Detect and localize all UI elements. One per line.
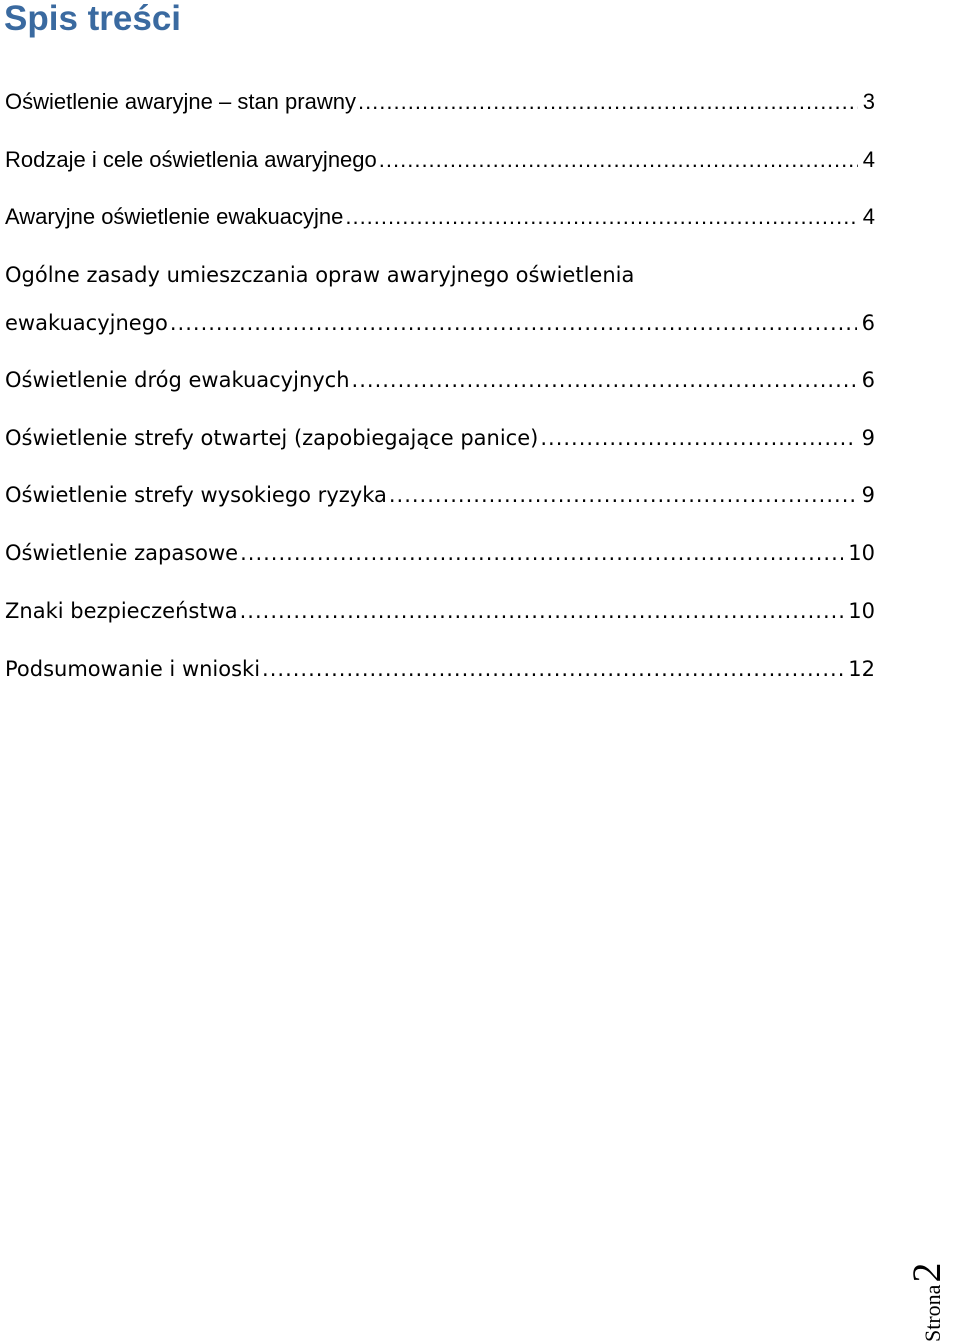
dot-leader (345, 195, 857, 239)
toc-entry-text: Oświetlenie strefy otwartej (zapobiegające panice) (5, 425, 539, 450)
toc-entry-open-area-lighting[interactable] (5, 416, 875, 474)
dot-leader (358, 80, 858, 124)
dot-leader (170, 301, 857, 345)
toc-entry-standby-lighting[interactable] (5, 531, 875, 589)
page-title: Spis treści (4, 0, 182, 38)
toc-page-number: 6 (861, 311, 875, 336)
toc-page-number: 6 (861, 368, 875, 393)
toc-page-number: 4 (862, 146, 875, 172)
toc-page-number: 9 (861, 425, 875, 450)
toc-page-number: 9 (861, 483, 875, 508)
toc-entry-text-line1: Ogólne zasady umieszczania opraw awaryjnego oświetlenia (5, 263, 635, 288)
dot-leader (379, 138, 858, 182)
toc-entry-luminaire-placement-rules[interactable] (5, 253, 875, 358)
toc-entry-text: Podsumowanie i wnioski (5, 656, 261, 681)
toc-entry-text: Oświetlenie zapasowe (5, 541, 239, 566)
toc-entry-summary-and-conclusions[interactable] (5, 647, 875, 705)
toc-entry-text: Oświetlenie awaryjne – stan prawny (5, 89, 356, 114)
toc-entry-text-line2: ewakuacyjnego (5, 311, 168, 336)
toc-entry-text: Oświetlenie dróg ewakuacyjnych (5, 368, 350, 393)
toc-entry-text: Awaryjne oświetlenie ewakuacyjne (5, 204, 344, 230)
toc-entry-high-risk-area-lighting[interactable] (5, 473, 875, 531)
toc-entry-text: Oświetlenie strefy wysokiego ryzyka (5, 483, 387, 508)
toc-entry-types-of-emergency-lighting[interactable] (5, 138, 875, 196)
toc-page-number: 12 (848, 656, 875, 681)
dot-leader (389, 473, 857, 517)
dot-leader (262, 647, 843, 691)
footer-page-number: 2 (904, 1262, 949, 1283)
dot-leader (540, 416, 856, 460)
toc-entry-emergency-lighting-law[interactable] (5, 80, 875, 138)
toc-page-number: 3 (862, 89, 875, 114)
dot-leader (240, 531, 843, 575)
footer-page-label: Strona (920, 1284, 945, 1342)
toc-page-number: 10 (848, 541, 875, 566)
table-of-contents (5, 80, 875, 704)
toc-entry-evacuation-lighting[interactable] (5, 195, 875, 253)
toc-entry-text: Znaki bezpieczeństwa (5, 598, 238, 623)
toc-page-number: 4 (862, 204, 875, 230)
toc-entry-safety-signs[interactable] (5, 589, 875, 647)
toc-entry-escape-route-lighting[interactable] (5, 358, 875, 416)
toc-entry-text: Rodzaje i cele oświetlenia awaryjnego (5, 146, 377, 172)
toc-page-number: 10 (848, 598, 875, 623)
dot-leader (352, 358, 857, 402)
page-footer (904, 1247, 960, 1342)
dot-leader (240, 589, 844, 633)
